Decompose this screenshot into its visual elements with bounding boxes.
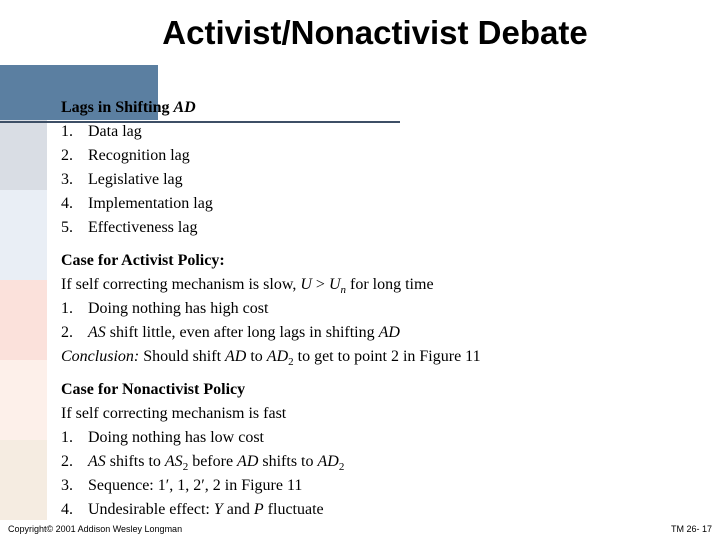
slide-content (61, 96, 701, 531)
text-run: Should shift (139, 348, 226, 365)
text-run: shifts to (258, 453, 318, 470)
text-run: shifts to (105, 453, 165, 470)
list-number: 3. (61, 171, 73, 188)
text-run: 2 (338, 461, 345, 474)
text-run: AD (317, 453, 339, 470)
nonactivist-condition: If self correcting mechanism is fast (61, 405, 287, 422)
lags-heading (61, 96, 701, 120)
text-run: > (311, 276, 329, 293)
text-run: before (188, 453, 238, 470)
side-stripe-pink (0, 280, 47, 360)
list-number: 2. (61, 453, 73, 470)
list-item (61, 498, 701, 522)
text-run: Y (213, 501, 223, 518)
list-number: 2. (61, 147, 73, 164)
text-run: 2 (288, 356, 294, 369)
list-number: 3. (61, 477, 73, 494)
list-number: 2. (61, 324, 73, 341)
list-item (61, 120, 701, 144)
text-run: for long time (346, 276, 434, 293)
text-run: shift little, even after long lags in shifting (105, 324, 379, 341)
text-run: AS (88, 453, 106, 470)
text-run: 2 (182, 461, 189, 474)
list-number: 1. (61, 429, 73, 446)
text-run: to get to point 2 in Figure 11 (293, 348, 481, 365)
text-run: AD (237, 453, 259, 470)
list-number: 4. (61, 195, 73, 212)
text-run: to (246, 348, 267, 365)
list-text: Sequence: 1′, 1, 2′, 2 in Figure 11 (88, 477, 303, 494)
page-number: TM 26- 17 (670, 524, 712, 534)
text-run: U (328, 276, 341, 293)
list-item (61, 297, 701, 321)
text-run: AS (88, 324, 106, 341)
text-run: AS (164, 453, 183, 470)
lags-heading-ad: AD (173, 99, 196, 116)
list-text: Doing nothing has low cost (88, 429, 264, 446)
side-stripe-gray (0, 120, 47, 190)
text-run: AD (225, 348, 247, 365)
text-run: U (300, 276, 312, 293)
list-item (61, 450, 701, 474)
activist-conclusion (61, 345, 701, 369)
text-run: AD (378, 324, 400, 341)
activist-condition (61, 273, 701, 297)
text-run: and (222, 501, 254, 518)
list-item (61, 144, 701, 168)
nonactivist-section (61, 378, 701, 522)
list-item (61, 474, 701, 498)
list-text: Data lag (88, 123, 142, 140)
side-stripe-light-blue (0, 190, 47, 280)
side-stripe-tan (0, 440, 47, 520)
lags-section (61, 96, 701, 240)
list-number: 4. (61, 501, 73, 518)
list-text: Legislative lag (88, 171, 183, 188)
list-text: Doing nothing has high cost (88, 300, 269, 317)
list-text: Implementation lag (88, 195, 213, 212)
list-item (61, 168, 701, 192)
list-item (61, 216, 701, 240)
list-number: 5. (61, 219, 73, 236)
slide-title: Activist/Nonactivist Debate (162, 14, 588, 51)
text-run: Undesirable effect: (88, 501, 214, 518)
nonactivist-heading: Case for Nonactivist Policy (61, 381, 246, 398)
side-stripe-light-pink (0, 360, 47, 440)
list-item (61, 321, 701, 345)
activist-heading: Case for Activist Policy: (61, 252, 225, 269)
list-text: Recognition lag (88, 147, 190, 164)
copyright-text: Copyright© 2001 Addison Wesley Longman (8, 524, 183, 534)
list-number: 1. (61, 123, 73, 140)
activist-section (61, 249, 701, 369)
list-number: 1. (61, 300, 73, 317)
text-run: AD (266, 348, 289, 365)
text-run: P (253, 501, 264, 518)
text-run: If self correcting mechanism is slow, (61, 276, 301, 293)
lags-heading-text: Lags in Shifting (61, 99, 174, 116)
list-text: Effectiveness lag (88, 219, 198, 236)
list-item (61, 426, 701, 450)
text-run: fluctuate (263, 501, 324, 518)
text-run: Conclusion: (61, 348, 140, 365)
list-item (61, 192, 701, 216)
text-run: n (340, 284, 346, 297)
